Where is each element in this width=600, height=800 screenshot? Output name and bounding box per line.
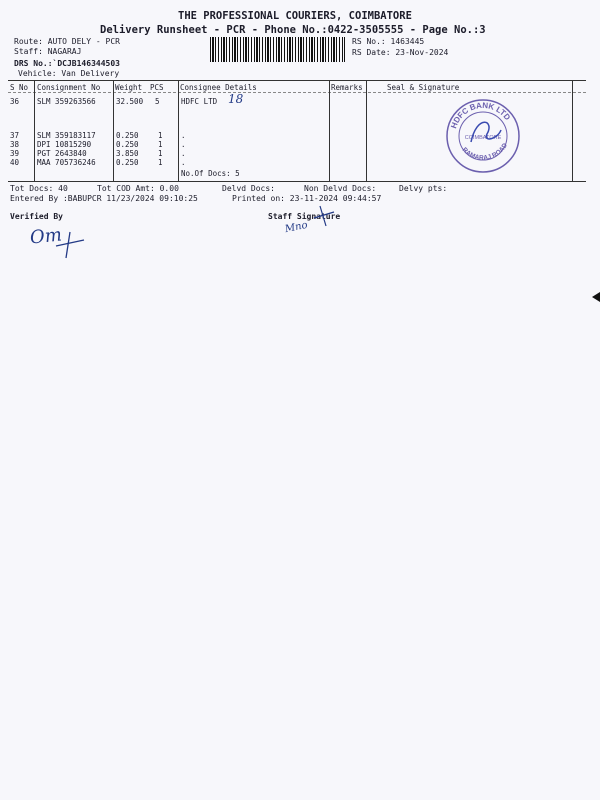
row-consignment: MAA 705736246 [37,158,96,167]
barcode [210,37,345,62]
row-consignee: . [181,131,186,140]
stamp-top-text: HDFC BANK LTD [449,100,513,130]
delivered-docs: Delvd Docs: [222,184,275,193]
table-header-divider [8,92,586,93]
drs-number: DRS No.:`DCJB146344503 [14,59,120,68]
row-consignee: . [181,158,186,167]
staff-signature-stroke [300,204,340,234]
row-sno: 36 [10,97,20,106]
row-weight: 0.250 [116,158,139,167]
header-consignment: Consignment No [37,83,101,92]
company-name: THE PROFESSIONAL COURIERS, COIMBATORE [178,10,412,22]
header-weight: Weight [115,83,143,92]
row-sno: 38 [10,140,20,149]
total-cod: Tot COD Amt: 0.00 [97,184,179,193]
row-consignee: . [181,149,186,158]
header-consignee: Consignee Details [180,83,257,92]
row-consignment: SLM 359263566 [37,97,96,106]
printed-on: Printed on: 23-11-2024 09:44:57 [232,194,382,203]
col-divider [572,80,573,181]
row-weight: 32.500 [116,97,144,106]
col-divider [366,80,367,181]
row-sno: 37 [10,131,20,140]
table-bottom-border [8,181,586,182]
row-consignment: SLM 359183117 [37,131,96,140]
vehicle-label: Vehicle: Van Delivery [18,69,120,78]
row-weight: 0.250 [116,140,139,149]
col-divider [113,80,114,181]
verified-by-label: Verified By [10,212,63,221]
stamp-center-text: COIMBATORE [464,135,502,141]
non-delivered-docs: Non Delvd Docs: [304,184,377,193]
rs-number: RS No.: 1463445 [352,37,425,46]
row-weight: 0.250 [116,131,139,140]
row-consignee: HDFC LTD [181,97,218,106]
row-weight: 3.850 [116,149,139,158]
row-pcs: 5 [155,97,160,106]
page-edge-marker-icon [592,292,600,302]
row-pcs: 1 [158,149,163,158]
verified-signature-stroke [26,226,86,260]
col-divider [329,80,330,181]
row-sno: 40 [10,158,20,167]
header-pcs: PCS [150,83,164,92]
row-sno: 39 [10,149,20,158]
row-consignment: PGT 2643840 [37,149,87,158]
col-divider [34,80,35,181]
header-remarks: Remarks [331,83,363,92]
stamp-bottom-text: RAMARAJ ROAD [460,142,509,162]
runsheet-title: Delivery Runsheet - PCR - Phone No.:0422-3505555 - Page No.:3 [100,24,486,36]
no-of-docs: No.Of Docs: 5 [181,169,240,178]
svg-text:RAMARAJ ROAD [461,142,510,162]
total-docs: Tot Docs: 40 [10,184,68,193]
row-consignment: DPI 10815290 [37,140,92,149]
handwritten-count: 18 [228,92,244,106]
bank-seal-stamp [443,94,523,174]
rs-date: RS Date: 23-Nov-2024 [352,48,449,57]
delivery-points: Delvy pts: [399,184,448,193]
header-seal: Seal & Signature [387,83,460,92]
row-pcs: 1 [158,158,163,167]
verified-signature: Om [28,224,63,249]
staff-signature-label: Staff Signature [268,212,341,221]
table-top-border [8,80,586,81]
route-label: Route: AUTO DELY - PCR [14,37,120,46]
entered-by: Entered By :BABUPCR 11/23/2024 09:10:25 [10,194,198,203]
row-pcs: 1 [158,140,163,149]
header-sno: S No [10,83,29,92]
row-pcs: 1 [158,131,163,140]
staff-label: Staff: NAGARAJ [14,47,82,56]
col-divider [178,80,179,181]
row-consignee: . [181,140,186,149]
staff-signature: Mno [284,219,309,236]
